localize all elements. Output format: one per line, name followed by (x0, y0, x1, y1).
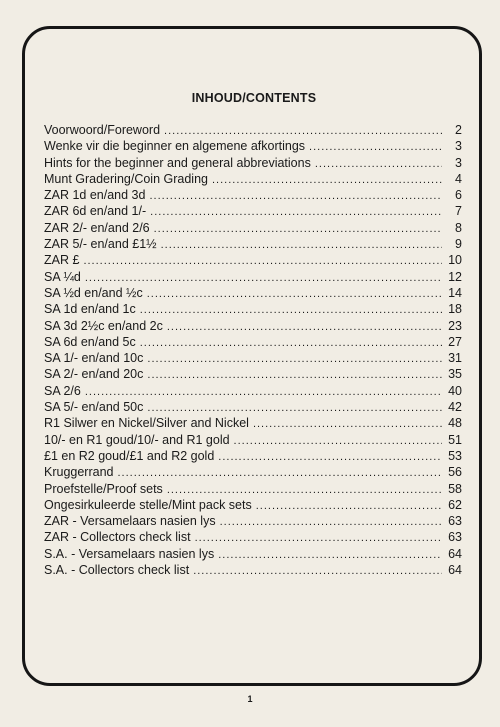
toc-entry-label: ZAR £ (44, 253, 80, 268)
toc-entry-page: 40 (448, 383, 462, 398)
dot-leader (147, 400, 442, 416)
toc-entry (44, 187, 462, 203)
dot-leader (85, 270, 442, 286)
toc-entry-label: Munt Gradering/Coin Grading (44, 171, 208, 186)
toc-entry-page: 35 (448, 367, 462, 382)
toc-entry-label: SA 1d en/and 1c (44, 302, 136, 317)
dot-leader (149, 188, 442, 204)
toc-entry-page: 58 (448, 481, 462, 496)
toc-title: INHOUD/CONTENTS (191, 91, 317, 105)
dot-leader (220, 514, 442, 530)
toc-entry (44, 203, 462, 219)
toc-entry (44, 546, 462, 562)
toc-entry-label: ZAR 1d en/and 3d (44, 188, 146, 203)
toc-entry (44, 513, 462, 529)
toc-entry (44, 497, 462, 513)
dot-leader (309, 139, 442, 155)
toc-entry-label: SA 5/- en/and 50c (44, 400, 144, 415)
toc-entry-page: 27 (448, 334, 462, 349)
dot-leader (147, 351, 442, 367)
toc-entry (44, 562, 462, 578)
toc-entry (44, 399, 462, 415)
toc-entry-label: Wenke vir die beginner en algemene afkortings (44, 139, 306, 154)
toc-entry-label: ZAR 2/- en/and 2/6 (44, 220, 150, 235)
toc-entry-label: Kruggerrand (44, 465, 114, 480)
dot-leader (147, 286, 442, 302)
toc-entry-label: ZAR - Collectors check list (44, 530, 191, 545)
dot-leader (212, 172, 442, 188)
dot-leader (140, 302, 442, 318)
dot-leader (315, 156, 442, 172)
toc-entry-label: S.A. - Collectors check list (44, 563, 190, 578)
toc-entry-page: 64 (448, 546, 462, 561)
toc-entry (44, 529, 462, 545)
toc-entry-page: 42 (448, 400, 462, 415)
toc-entry (44, 122, 462, 138)
toc-entry-label: 10/- en R1 goud/10/- and R1 gold (44, 432, 230, 447)
toc-entry (44, 464, 462, 480)
toc-entry-label: ZAR 6d en/and 1/- (44, 204, 147, 219)
table-of-contents (44, 122, 462, 578)
toc-entry-page: 23 (448, 318, 462, 333)
dot-leader (150, 204, 442, 220)
toc-entry-page: 31 (448, 351, 462, 366)
toc-entry-page: 18 (448, 302, 462, 317)
toc-entry (44, 171, 462, 187)
dot-leader (218, 449, 442, 465)
toc-entry (44, 285, 462, 301)
toc-entry (44, 350, 462, 366)
toc-entry-label: Ongesirkuleerde stelle/Mint pack sets (44, 497, 252, 512)
toc-entry-page: 8 (455, 220, 462, 235)
toc-entry (44, 138, 462, 154)
toc-entry-page: 2 (455, 123, 462, 137)
toc-entry-page: 12 (448, 269, 462, 284)
toc-entry-page: 10 (448, 253, 462, 268)
dot-leader (154, 221, 442, 237)
toc-entry (44, 220, 462, 236)
toc-entry (44, 301, 462, 317)
toc-entry-page: 63 (448, 514, 462, 529)
toc-entry-page: 3 (455, 155, 462, 170)
dot-leader (140, 335, 442, 351)
toc-entry (44, 448, 462, 464)
toc-entry-page: 7 (455, 204, 462, 219)
dot-leader (193, 563, 442, 579)
dot-leader (164, 123, 442, 139)
dot-leader (161, 237, 442, 253)
toc-entry-page: 53 (448, 448, 462, 463)
toc-entry (44, 432, 462, 448)
dot-leader (167, 482, 442, 498)
toc-entry-page: 62 (448, 497, 462, 512)
toc-entry-label: SA 6d en/and 5c (44, 334, 136, 349)
toc-entry-page: 48 (448, 416, 462, 431)
toc-entry-label: R1 Silwer en Nickel/Silver and Nickel (44, 416, 249, 431)
toc-entry (44, 269, 462, 285)
toc-entry-label: SA 2/6 (44, 383, 81, 398)
toc-entry (44, 155, 462, 171)
toc-entry-page: 3 (455, 139, 462, 154)
toc-entry-label: ZAR 5/- en/and £1½ (44, 237, 157, 252)
dot-leader (83, 253, 442, 269)
toc-entry-label: Voorwoord/Foreword (44, 123, 161, 137)
toc-entry-page: 56 (448, 465, 462, 480)
toc-entry-label: SA ¼d (44, 269, 81, 284)
dot-leader (234, 433, 442, 449)
toc-entry (44, 415, 462, 431)
toc-entry-page: 51 (448, 432, 462, 447)
dot-leader (253, 416, 442, 432)
dot-leader (195, 530, 442, 546)
toc-entry (44, 334, 462, 350)
toc-entry-label: SA 2/- en/and 20c (44, 367, 144, 382)
toc-entry-label: ZAR - Versamelaars nasien lys (44, 514, 216, 529)
toc-entry-label: S.A. - Versamelaars nasien lys (44, 546, 215, 561)
toc-entry-page: 63 (448, 530, 462, 545)
toc-entry-page: 14 (448, 285, 462, 300)
toc-entry-label: SA 1/- en/and 10c (44, 351, 144, 366)
toc-entry-label: Hints for the beginner and general abbreviations (44, 155, 311, 170)
dot-leader (256, 498, 442, 514)
toc-entry-label: SA ½d en/and ½c (44, 285, 143, 300)
dot-leader (167, 319, 442, 335)
toc-entry (44, 318, 462, 334)
toc-entry-label: Proefstelle/Proof sets (44, 481, 163, 496)
toc-entry-label: £1 en R2 goud/£1 and R2 gold (44, 448, 215, 463)
toc-entry-label: SA 3d 2½c en/and 2c (44, 318, 163, 333)
toc-entry-page: 6 (455, 188, 462, 203)
toc-entry (44, 252, 462, 268)
dot-leader (147, 367, 442, 383)
toc-entry-page: 4 (455, 171, 462, 186)
dot-leader (85, 384, 442, 400)
dot-leader (218, 547, 442, 563)
toc-entry (44, 236, 462, 252)
toc-entry (44, 366, 462, 382)
toc-entry-page: 64 (448, 563, 462, 578)
toc-entry (44, 481, 462, 497)
dot-leader (118, 465, 443, 481)
toc-entry-page: 9 (455, 237, 462, 252)
toc-entry (44, 383, 462, 399)
page-number: 1 (247, 694, 253, 704)
